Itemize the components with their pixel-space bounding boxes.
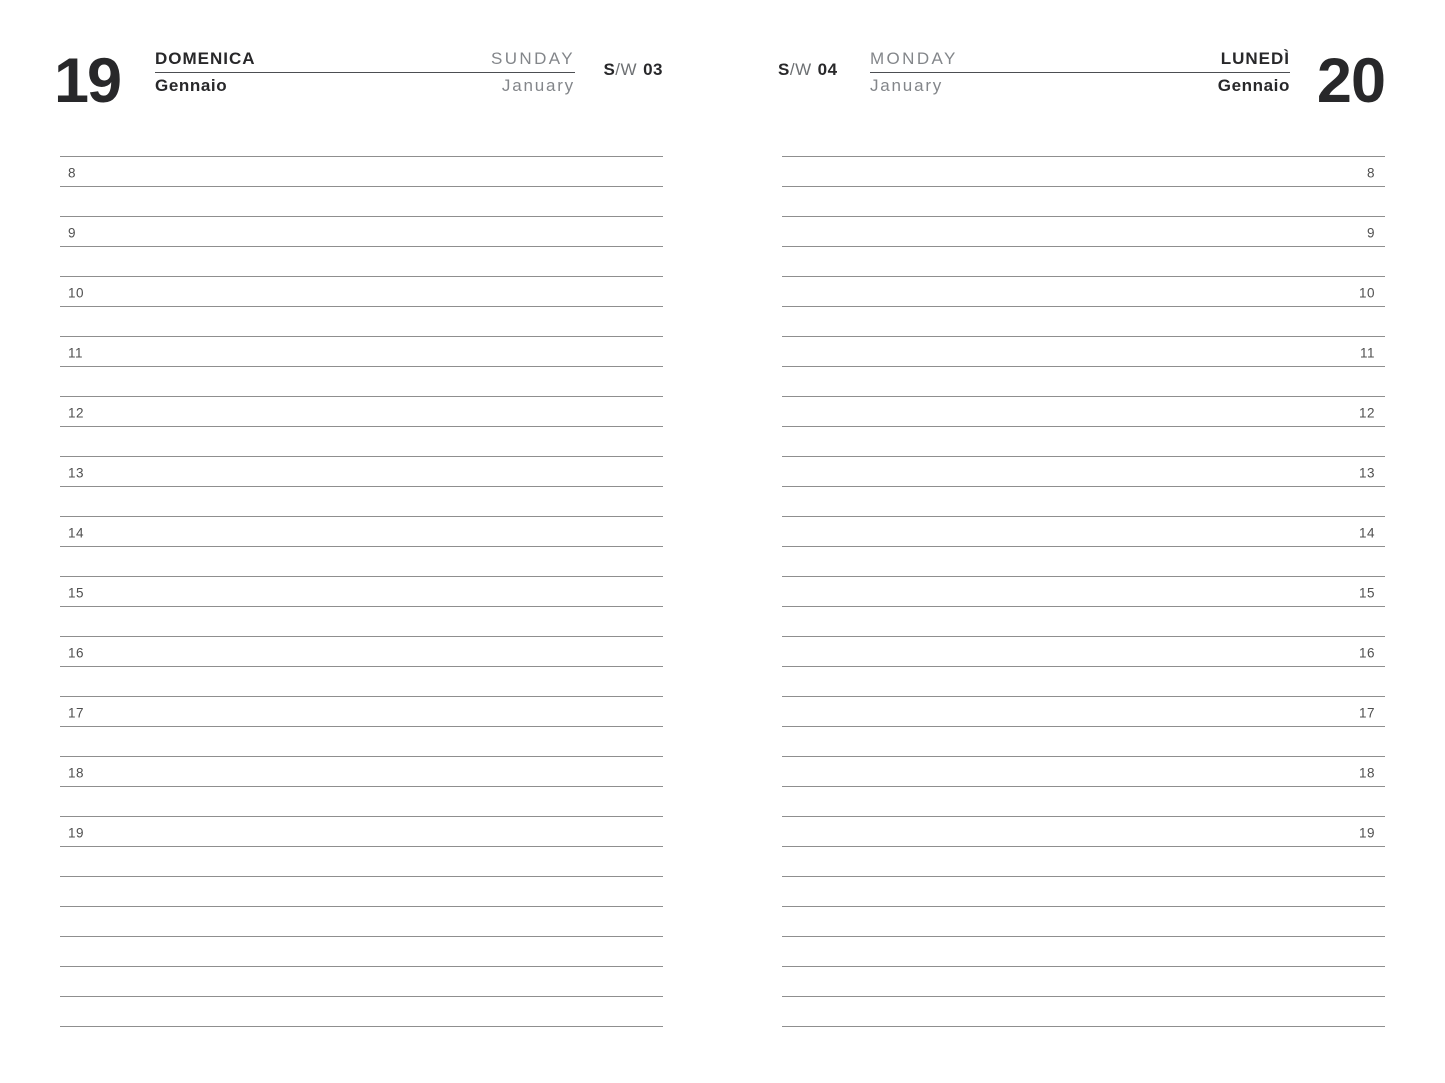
hour-row-12 bbox=[60, 397, 663, 427]
blank-ruled-row bbox=[782, 967, 1385, 997]
blank-ruled-row bbox=[60, 307, 663, 337]
hour-label: 18 bbox=[1358, 765, 1375, 781]
hour-label: 19 bbox=[68, 825, 85, 841]
hour-row-16 bbox=[60, 637, 663, 667]
week-number-label: S/W 04 bbox=[778, 60, 838, 79]
day-number: 20 bbox=[1316, 46, 1385, 116]
week-number-label: S/W 03 bbox=[603, 60, 663, 79]
hour-row-12 bbox=[782, 397, 1385, 427]
hour-row-11 bbox=[782, 337, 1385, 367]
schedule-grid-right bbox=[782, 156, 1385, 1027]
day-name-primary: DOMENICA bbox=[155, 49, 256, 68]
blank-ruled-row bbox=[60, 427, 663, 457]
hour-label: 12 bbox=[68, 405, 85, 421]
hour-row-18 bbox=[782, 757, 1385, 787]
hour-row-15 bbox=[782, 577, 1385, 607]
hour-label: 9 bbox=[1366, 225, 1375, 241]
blank-ruled-row bbox=[60, 727, 663, 757]
blank-ruled-row bbox=[60, 787, 663, 817]
blank-ruled-row bbox=[782, 187, 1385, 217]
hour-label: 11 bbox=[68, 345, 84, 361]
hour-row-8 bbox=[782, 157, 1385, 187]
day-name-secondary: SUNDAY bbox=[491, 49, 575, 68]
hour-row-9 bbox=[60, 217, 663, 247]
blank-ruled-row bbox=[60, 967, 663, 997]
blank-ruled-row bbox=[60, 907, 663, 937]
hour-row-8 bbox=[60, 157, 663, 187]
hour-row-14 bbox=[60, 517, 663, 547]
blank-ruled-row bbox=[782, 907, 1385, 937]
hour-label: 15 bbox=[68, 585, 85, 601]
page-left-sunday-19 bbox=[54, 0, 663, 1083]
hour-label: 15 bbox=[1358, 585, 1375, 601]
hour-row-19 bbox=[782, 817, 1385, 847]
blank-ruled-row bbox=[60, 547, 663, 577]
hour-label: 17 bbox=[68, 705, 85, 721]
blank-ruled-row bbox=[782, 727, 1385, 757]
hour-label: 9 bbox=[68, 225, 77, 241]
blank-ruled-row bbox=[60, 247, 663, 277]
blank-ruled-row bbox=[782, 787, 1385, 817]
day-name-secondary: MONDAY bbox=[870, 49, 958, 68]
hour-row-10 bbox=[782, 277, 1385, 307]
hour-label: 13 bbox=[1358, 465, 1375, 481]
hour-label: 10 bbox=[68, 285, 85, 301]
blank-ruled-row bbox=[782, 307, 1385, 337]
hour-row-13 bbox=[60, 457, 663, 487]
blank-ruled-row bbox=[60, 487, 663, 517]
hour-row-11 bbox=[60, 337, 663, 367]
hour-row-13 bbox=[782, 457, 1385, 487]
hour-row-19 bbox=[60, 817, 663, 847]
hour-label: 16 bbox=[68, 645, 85, 661]
hour-label: 12 bbox=[1358, 405, 1375, 421]
blank-ruled-row bbox=[60, 607, 663, 637]
day-name-row bbox=[870, 48, 1290, 73]
hour-label: 16 bbox=[1358, 645, 1375, 661]
blank-ruled-row bbox=[782, 667, 1385, 697]
hour-row-18 bbox=[60, 757, 663, 787]
schedule-grid-left bbox=[60, 156, 663, 1027]
day-name-row bbox=[155, 48, 575, 73]
month-row bbox=[870, 76, 1290, 96]
blank-ruled-row bbox=[60, 667, 663, 697]
hour-label: 18 bbox=[68, 765, 85, 781]
blank-ruled-row bbox=[782, 997, 1385, 1027]
hour-label: 8 bbox=[68, 165, 77, 181]
blank-ruled-row bbox=[60, 187, 663, 217]
hour-label: 17 bbox=[1358, 705, 1375, 721]
month-primary: Gennaio bbox=[155, 76, 228, 95]
page-right-monday-20 bbox=[778, 0, 1385, 1083]
blank-ruled-row bbox=[782, 877, 1385, 907]
hour-label: 11 bbox=[1359, 345, 1375, 361]
hour-row-9 bbox=[782, 217, 1385, 247]
blank-ruled-row bbox=[782, 847, 1385, 877]
hour-label: 8 bbox=[1366, 165, 1375, 181]
hour-label: 13 bbox=[68, 465, 85, 481]
hour-row-14 bbox=[782, 517, 1385, 547]
blank-ruled-row bbox=[782, 547, 1385, 577]
hour-row-10 bbox=[60, 277, 663, 307]
blank-ruled-row bbox=[60, 367, 663, 397]
day-number: 19 bbox=[54, 46, 121, 116]
day-title-block bbox=[155, 48, 575, 96]
day-title-block bbox=[870, 48, 1290, 96]
blank-ruled-row bbox=[782, 367, 1385, 397]
blank-ruled-row bbox=[782, 487, 1385, 517]
blank-ruled-row bbox=[782, 607, 1385, 637]
hour-label: 10 bbox=[1358, 285, 1375, 301]
hour-label: 19 bbox=[1358, 825, 1375, 841]
blank-ruled-row bbox=[60, 847, 663, 877]
hour-row-15 bbox=[60, 577, 663, 607]
blank-ruled-row bbox=[60, 937, 663, 967]
hour-row-17 bbox=[60, 697, 663, 727]
month-primary: Gennaio bbox=[1217, 76, 1290, 95]
month-row bbox=[155, 76, 575, 96]
hour-label: 14 bbox=[1358, 525, 1375, 541]
blank-ruled-row bbox=[60, 997, 663, 1027]
hour-row-16 bbox=[782, 637, 1385, 667]
hour-label: 14 bbox=[68, 525, 85, 541]
blank-ruled-row bbox=[782, 427, 1385, 457]
month-secondary: January bbox=[870, 76, 944, 95]
blank-ruled-row bbox=[782, 937, 1385, 967]
hour-row-17 bbox=[782, 697, 1385, 727]
month-secondary: January bbox=[501, 76, 575, 95]
day-name-primary: LUNEDÌ bbox=[1220, 49, 1290, 68]
blank-ruled-row bbox=[782, 247, 1385, 277]
blank-ruled-row bbox=[60, 877, 663, 907]
